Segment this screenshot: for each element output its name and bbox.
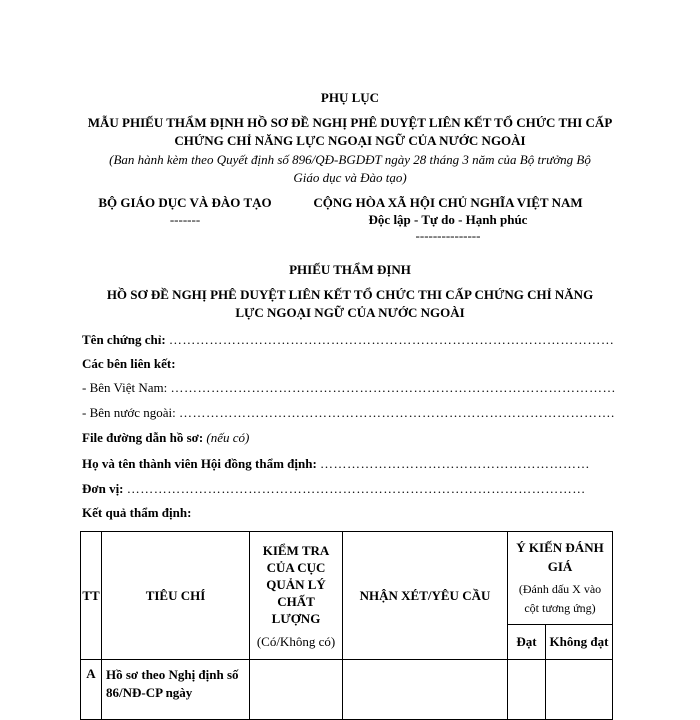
member-name-dots: …………………………………………………… <box>320 456 591 471</box>
header-opinion-note: cột tương ứng) <box>524 601 596 615</box>
header-check-line: CỦA CỤC <box>266 559 326 575</box>
table-row <box>81 660 613 720</box>
header-criteria: TIÊU CHÍ <box>102 532 250 660</box>
row-criteria-line: Hồ sơ theo Nghị định số <box>106 667 239 682</box>
evaluation-table <box>80 531 613 720</box>
vn-party-field[interactable] <box>82 380 616 396</box>
header-tt: TT <box>81 532 102 660</box>
appendix-issued-line2: Giáo dục và Đào tạo) <box>293 170 407 185</box>
form-subject-line1: HỒ SƠ ĐỀ NGHỊ PHÊ DUYỆT LIÊN KẾT TỔ CHỨC THI CẤP CHỨNG CHỈ NĂNG <box>106 287 594 302</box>
appendix-issued-line1: (Ban hành kèm theo Quyết định số 896/QĐ-BGDĐT ngày 28 tháng 3 năm của Bộ trưởng Bộ <box>109 152 591 167</box>
file-path-field[interactable] <box>82 430 249 446</box>
foreign-party-field[interactable] <box>82 405 615 421</box>
header-fail: Không đạt <box>546 625 613 660</box>
row-pass-cell[interactable] <box>508 660 546 720</box>
header-comment: NHẬN XÉT/YÊU CẦU <box>343 532 508 660</box>
unit-field[interactable] <box>82 481 586 497</box>
row-comment-cell[interactable] <box>343 660 508 720</box>
foreign-party-dots: ……………………………………………………………………………………. <box>178 405 615 420</box>
row-check-cell[interactable] <box>250 660 343 720</box>
unit-label: Đơn vị: <box>82 481 124 496</box>
vn-party-label: - Bên Việt Nam: <box>82 380 168 395</box>
national-motto: Độc lập - Tự do - Hạnh phúc <box>368 212 528 227</box>
row-fail-cell[interactable] <box>546 660 613 720</box>
certificate-name-dots: ……………………………………………………………………………………… <box>168 332 615 347</box>
row-criteria-line: 86/NĐ-CP ngày <box>106 685 193 700</box>
header-pass: Đạt <box>508 625 546 660</box>
certificate-name-field[interactable] <box>82 332 614 348</box>
unit-dots: ………………………………………………………………………………………… <box>126 481 586 496</box>
form-title: PHIẾU THẨM ĐỊNH <box>289 262 411 277</box>
vn-party-dots: ……………………………………………………………………………………… <box>170 380 617 395</box>
parties-label: Các bên liên kết: <box>82 356 176 371</box>
appendix-title: PHỤ LỤC <box>320 90 380 105</box>
header-check-note: (Có/Không có) <box>256 633 336 649</box>
header-opinion <box>508 532 613 625</box>
certificate-name-label: Tên chứng chỉ: <box>82 332 166 347</box>
header-check <box>250 532 343 660</box>
member-name-field[interactable] <box>82 456 590 472</box>
file-path-note: (nếu có) <box>206 430 250 445</box>
row-tt: A <box>81 660 102 720</box>
file-path-label: File đường dẫn hồ sơ: <box>82 430 204 445</box>
appendix-subtitle-line2: CHỨNG CHỈ NĂNG LỰC NGOẠI NGỮ CỦA NƯỚC NGOÀI <box>174 133 526 148</box>
motto-divider: --------------- <box>415 228 481 243</box>
form-subject-line2: LỰC NGOẠI NGỮ CỦA NƯỚC NGOÀI <box>235 305 465 320</box>
foreign-party-label: - Bên nước ngoài: <box>82 405 176 420</box>
member-name-label: Họ và tên thành viên Hội đồng thẩm định: <box>82 456 317 471</box>
header-opinion-line: GIÁ <box>547 559 573 574</box>
header-opinion-note: (Đánh dấu X vào <box>518 582 602 596</box>
republic-name: CỘNG HÒA XÃ HỘI CHỦ NGHĨA VIỆT NAM <box>313 195 583 210</box>
ministry-name: BỘ GIÁO DỤC VÀ ĐÀO TẠO <box>98 195 272 210</box>
header-check-line: KIỂM TRA <box>262 542 330 558</box>
header-check-line: CHẤT <box>277 593 315 609</box>
header-opinion-line: Ý KIẾN ĐÁNH <box>516 540 604 555</box>
result-label: Kết quả thẩm định: <box>82 505 192 520</box>
row-criteria <box>102 660 250 720</box>
appendix-subtitle-line1: MẪU PHIẾU THẨM ĐỊNH HỒ SƠ ĐỀ NGHỊ PHÊ DUYỆT LIÊN KẾT TỔ CHỨC THI CẤP <box>87 115 613 130</box>
ministry-divider: ------- <box>169 212 201 227</box>
header-check-line: QUẢN LÝ <box>266 576 326 592</box>
header-check-line: LƯỢNG <box>271 610 321 626</box>
